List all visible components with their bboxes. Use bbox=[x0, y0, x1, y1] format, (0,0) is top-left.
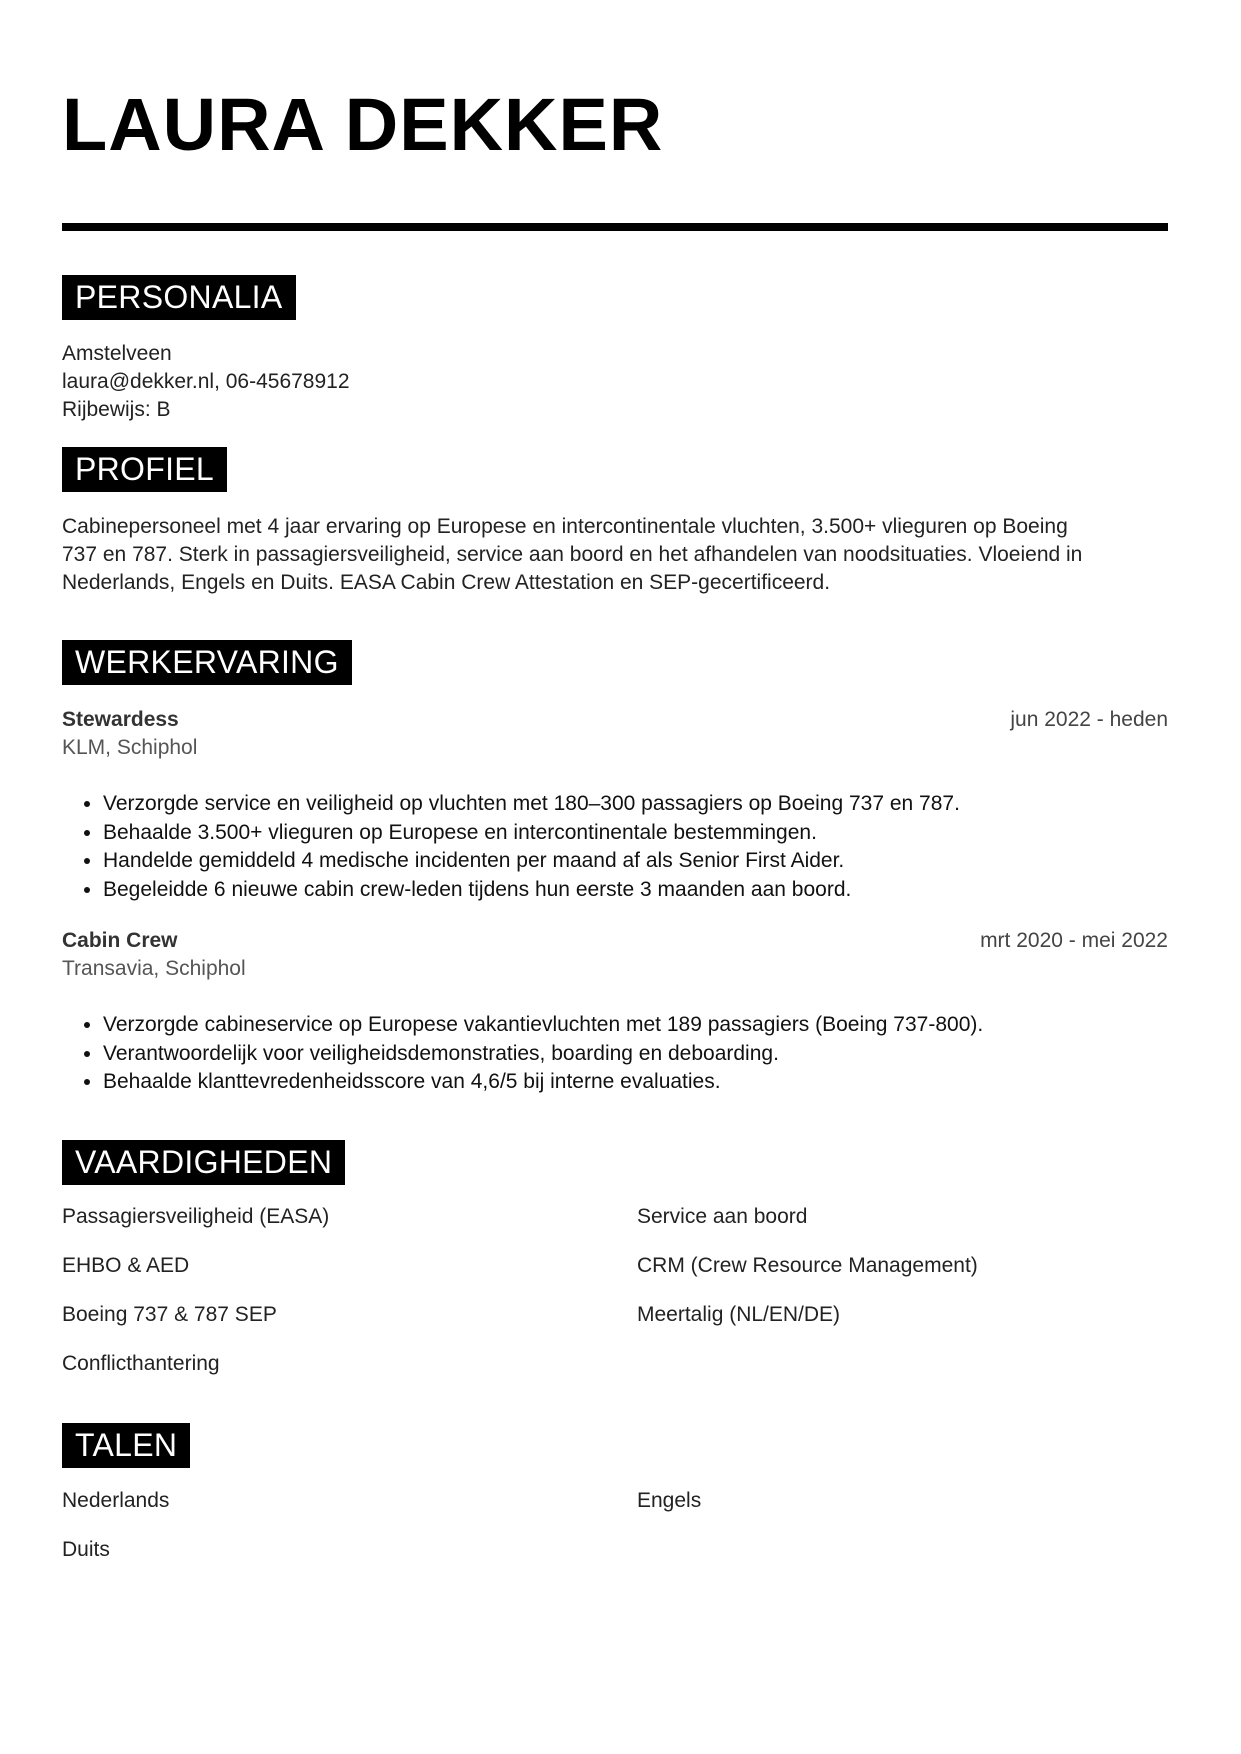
job-title: Stewardess bbox=[62, 708, 179, 731]
job-company: KLM, Schiphol bbox=[62, 736, 198, 759]
job-entry-header bbox=[62, 706, 1168, 762]
personalia-details bbox=[62, 340, 1168, 424]
list-item: • Verzorgde service en veiligheid op vluchten met 180–300 passagiers op Boeing 737 en 787. bbox=[103, 790, 1209, 819]
list-item: • Verzorgde cabineservice op Europese vakantievluchten met 189 passagiers (Boeing 737-800). bbox=[103, 1011, 1209, 1040]
list-item: • Behaalde klanttevredenheidsscore van 4,6/5 bij interne evaluaties. bbox=[103, 1068, 1209, 1097]
section-heading-werkervaring: WERKERVARING bbox=[62, 640, 352, 685]
section-heading-vaardigheden: VAARDIGHEDEN bbox=[62, 1140, 345, 1185]
job-title: Cabin Crew bbox=[62, 929, 178, 952]
job-bullets bbox=[62, 1011, 1209, 1097]
personalia-contact: laura@dekker.nl, 06-45678912 bbox=[62, 370, 350, 393]
skill-item: Boeing 737 & 787 SEP bbox=[62, 1303, 277, 1326]
profile-line: 737 en 787. Sterk in passagiersveiligheid, service aan boord en het afhandelen van noodsituaties. Vloeiend in bbox=[62, 543, 1083, 566]
profile-line: Cabinepersoneel met 4 jaar ervaring op Europese en intercontinentale vluchten, 3.500+ vlieguren op Boeing bbox=[62, 515, 1068, 538]
skill-item: Passagiersveiligheid (EASA) bbox=[62, 1205, 330, 1228]
skill-item: CRM (Crew Resource Management) bbox=[637, 1254, 978, 1277]
skill-item: EHBO & AED bbox=[62, 1254, 190, 1277]
language-item: Engels bbox=[637, 1489, 702, 1512]
job-bullets bbox=[62, 790, 1209, 904]
list-item: • Behaalde 3.500+ vlieguren op Europese en intercontinentale bestemmingen. bbox=[103, 819, 1209, 848]
job-entry-header bbox=[62, 927, 1168, 983]
job-company: Transavia, Schiphol bbox=[62, 957, 246, 980]
language-item: Duits bbox=[62, 1538, 110, 1561]
language-item: Nederlands bbox=[62, 1489, 170, 1512]
skill-item: Meertalig (NL/EN/DE) bbox=[637, 1303, 841, 1326]
section-heading-personalia: PERSONALIA bbox=[62, 275, 296, 320]
skill-item: Service aan boord bbox=[637, 1205, 808, 1228]
profile-line: Nederlands, Engels en Duits. EASA Cabin Crew Attestation en SEP-gecertificeerd. bbox=[62, 571, 831, 594]
profile-summary bbox=[62, 513, 1168, 597]
section-heading-talen: TALEN bbox=[62, 1423, 190, 1468]
list-item: • Begeleidde 6 nieuwe cabin crew-leden tijdens hun eerste 3 maanden aan boord. bbox=[103, 876, 1209, 905]
job-date: jun 2022 - heden bbox=[1010, 708, 1168, 731]
skill-item: Conflicthantering bbox=[62, 1352, 220, 1375]
job-date: mrt 2020 - mei 2022 bbox=[980, 929, 1168, 952]
header-divider bbox=[62, 223, 1168, 231]
section-heading-profiel: PROFIEL bbox=[62, 447, 227, 492]
personalia-license: Rijbewijs: B bbox=[62, 398, 171, 421]
personalia-city: Amstelveen bbox=[62, 342, 172, 365]
candidate-name: LAURA DEKKER bbox=[62, 83, 664, 166]
list-item: • Verantwoordelijk voor veiligheidsdemonstraties, boarding en deboarding. bbox=[103, 1040, 1209, 1069]
list-item: • Handelde gemiddeld 4 medische incidenten per maand af als Senior First Aider. bbox=[103, 847, 1209, 876]
